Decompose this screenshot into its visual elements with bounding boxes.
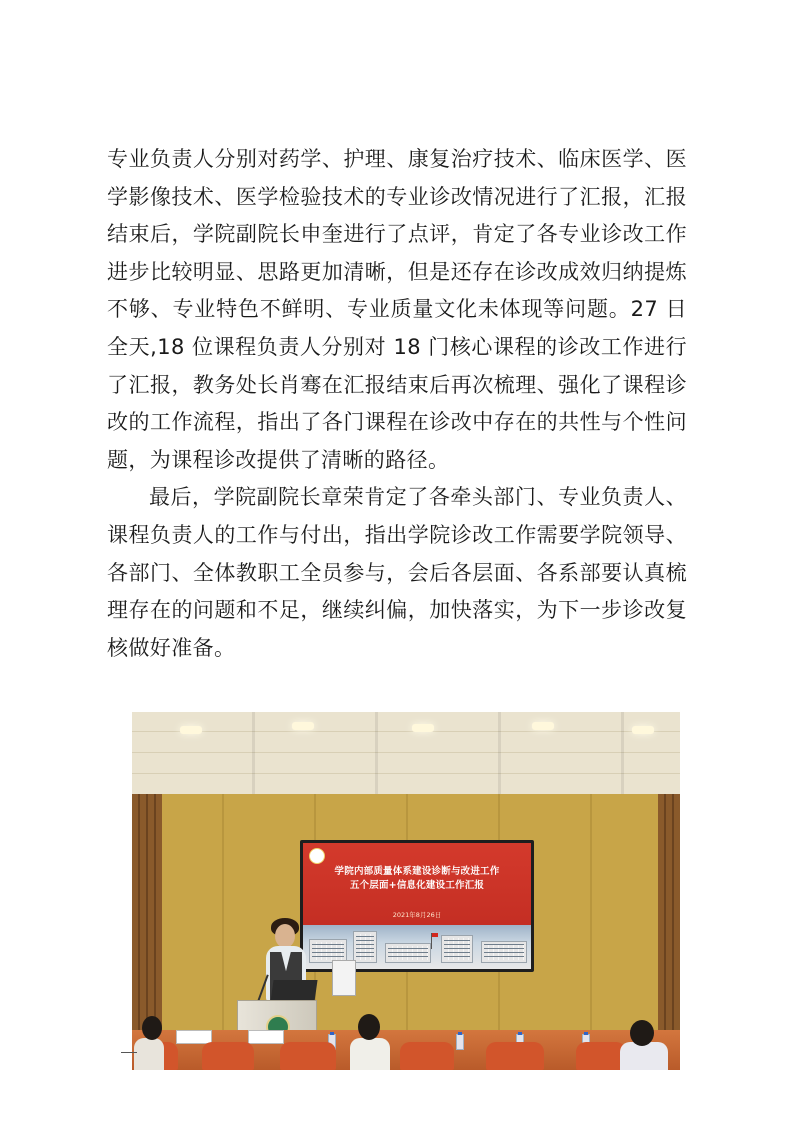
slide-title-line-1: 学院内部质量体系建设诊断与改进工作	[334, 866, 500, 877]
water-bottle-icon	[456, 1034, 464, 1050]
slide-date: 2021年8月26日	[392, 911, 442, 919]
paragraph-2: 最后，学院副院长章荣肯定了各牵头部门、专业负责人、课程负责人的工作与付出，指出学院诊改工作需要学院领导、各部门、全体教职工全员参与，会后各层面、各系部要认真梳理存在的问题和不足，继续纠偏，加快落实，为下一步诊改复核做好准备。	[107, 485, 687, 660]
ceiling-light	[292, 722, 314, 730]
nameplate	[248, 1030, 284, 1044]
sign-stand	[332, 960, 356, 996]
chair	[202, 1042, 254, 1070]
ceiling-light	[412, 724, 434, 732]
paragraph-1: 专业负责人分别对药学、护理、康复治疗技术、临床医学、医学影像技术、医学检验技术的专业诊改情况进行了汇报，汇报结束后，学院副院长申奎进行了点评，肯定了各专业诊改工作进步比较明显、思路更加清晰，但是还存在诊改成效归纳提炼不够、专业特色不鲜明、专业质量文化未体现等问题。27 日全天,18 位课程负责人分别对 18 门核心课程的诊改工作进行了汇报，教务处长肖骞在汇报结束后再次梳理、强化了课程诊改的工作流程，指出了各门课程在诊改中存在的共性与个性问题，为课程诊改提供了清晰的路径。	[107, 147, 687, 472]
laptop-icon	[270, 980, 317, 1002]
chair	[280, 1042, 336, 1070]
building	[385, 943, 431, 963]
chair	[486, 1042, 544, 1070]
attendee-head	[630, 1020, 654, 1046]
nameplate	[176, 1030, 212, 1044]
building	[353, 931, 377, 963]
article-text	[107, 141, 687, 667]
school-logo-icon	[309, 848, 325, 864]
ceiling-light	[532, 722, 554, 730]
ceiling-light	[180, 726, 202, 734]
ceiling-light	[632, 726, 654, 734]
attendee	[620, 1042, 668, 1070]
slide-title-line-2: 五个层面+信息化建设工作汇报	[349, 880, 485, 891]
wood-panel	[658, 794, 680, 1070]
flag-icon	[431, 933, 432, 949]
chair	[576, 1042, 626, 1070]
building	[441, 935, 473, 963]
projection-screen	[300, 840, 534, 972]
attendee	[134, 1038, 164, 1070]
attendee	[350, 1038, 390, 1070]
meeting-photo	[132, 712, 680, 1070]
attendee-head	[142, 1016, 162, 1040]
slide	[303, 843, 531, 969]
building	[481, 941, 527, 963]
margin-mark	[121, 1052, 137, 1053]
attendee-head	[358, 1014, 380, 1040]
chair	[400, 1042, 454, 1070]
ceiling	[132, 712, 680, 794]
slide-title	[303, 865, 531, 893]
speaker-head	[275, 924, 295, 948]
